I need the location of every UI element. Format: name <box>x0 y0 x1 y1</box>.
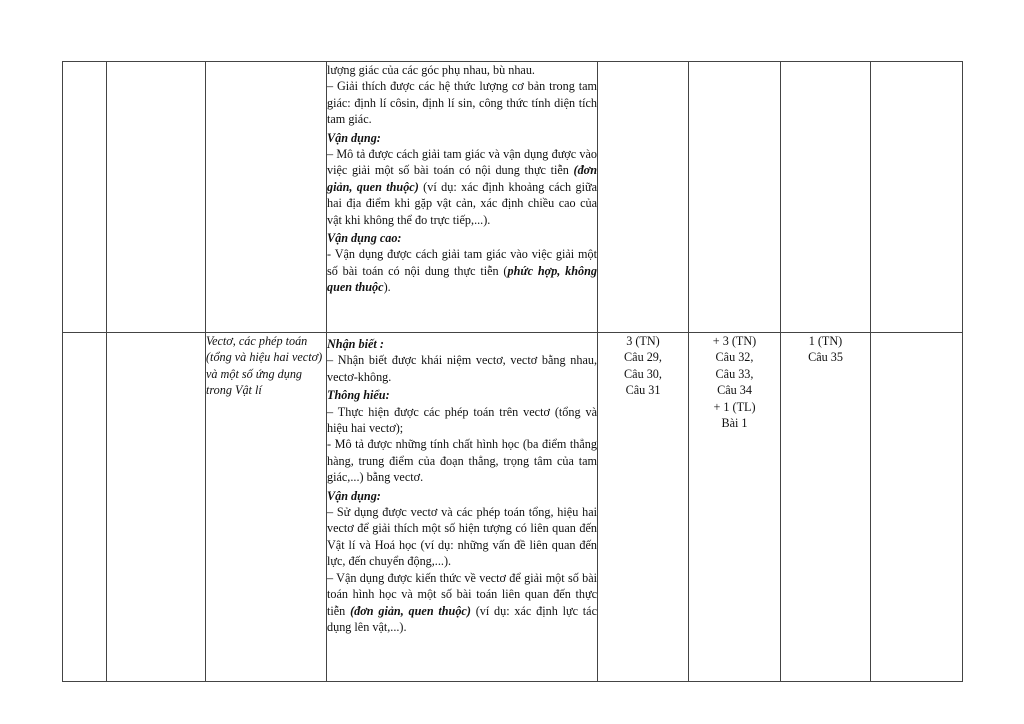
count-cell-nhan-biet <box>598 333 689 682</box>
text-span: – Mô tả được cách giải tam giác và vận dụng được vào việc giải một số bài toán có nội dung thực tiễn <box>327 147 597 178</box>
empty-cell <box>871 333 963 682</box>
count-line: Câu 34 <box>717 383 752 398</box>
topic-cell: Vectơ, các phép toán (tổng và hiệu hai vectơ) và một số ứng dụng trong Vật lí <box>206 333 327 682</box>
text-line: - Mô tả được những tính chất hình học (ba điểm thẳng hàng, trung điểm của đoạn thẳng, trọng tâm của tam giác,...) bằng vectơ. <box>327 437 597 485</box>
level-heading-thong-hieu: Thông hiểu: <box>327 388 390 403</box>
text-span: - Vận dụng được cách giải tam giác vào việc giải một số bài toán có nội dung thực tiễn ( <box>327 247 597 278</box>
count-line: Câu 35 <box>808 350 843 365</box>
text-line: – Thực hiện được các phép toán trên vectơ (tổng và hiệu hai vectơ); <box>327 404 597 436</box>
specification-table <box>62 61 963 682</box>
text-line: – Giải thích được các hệ thức lượng cơ bản trong tam giác: định lí côsin, định lí sin, công thức tính diện tích tam giác. <box>327 79 597 127</box>
text-span: (ví dụ: xác định khoảng cách giữa hai địa điểm khi gặp vật cản, xác định chiều cao của vật khi không thể đo trực tiếp,...). <box>327 179 597 227</box>
count-line: + 1 (TL) <box>713 399 756 414</box>
text-line: – Nhận biết được khái niệm vectơ, vectơ bằng nhau, vectơ-không. <box>327 353 597 384</box>
empty-cell <box>107 333 206 682</box>
topic-cell <box>206 62 327 333</box>
count-line: Câu 30, <box>624 366 662 381</box>
count-cell-thong-hieu <box>689 333 781 682</box>
count-line: + 3 (TN) <box>712 334 757 348</box>
emphasis-text: phức hợp, không quen thuộc <box>327 263 597 295</box>
level-heading-van-dung-cao: Vận dụng cao: <box>327 231 402 246</box>
count-cell <box>781 62 871 333</box>
count-cell-van-dung <box>781 333 871 682</box>
text-span: ). <box>383 280 391 295</box>
count-line: Câu 29, <box>624 350 662 365</box>
van-dung-cao-paragraph <box>327 246 597 295</box>
level-heading-van-dung: Vận dụng: <box>327 488 381 503</box>
count-line: Câu 33, <box>715 366 754 381</box>
van-dung-paragraph <box>327 146 597 228</box>
count-line: Bài 1 <box>721 416 748 431</box>
table-row <box>63 333 963 682</box>
count-line: 3 (TN) <box>626 334 660 348</box>
level-heading-van-dung: Vận dụng: <box>327 130 381 145</box>
count-cell <box>689 62 781 333</box>
van-dung-paragraph <box>327 570 597 636</box>
count-line: Câu 31 <box>625 383 661 398</box>
empty-cell <box>63 333 107 682</box>
requirement-cell <box>327 333 598 682</box>
empty-cell <box>871 62 963 333</box>
count-cell <box>598 62 689 333</box>
text-span: (ví dụ: xác định lực tác dụng lên vật,...). <box>327 603 597 634</box>
text-span: – Vận dụng được kiến thức về vectơ để giải một số bài toán hình học và một số bài toán liên quan đến thực tiễn <box>327 570 597 618</box>
level-heading-nhan-biet: Nhận biết : <box>327 337 384 351</box>
emphasis-text: (đơn giản, quen thuộc) <box>350 603 471 618</box>
empty-cell <box>107 62 206 333</box>
text-line: – Sử dụng được vectơ và các phép toán tổng, hiệu hai vectơ để giải thích một số hiện tượng có liên quan đến Vật lí và Hoá học (ví dụ: những vấn đề liên quan đến lực, đến chuyển động,...). <box>327 505 597 569</box>
count-line: Câu 32, <box>715 350 754 365</box>
empty-cell <box>63 62 107 333</box>
requirement-cell <box>327 62 598 333</box>
emphasis-text: (đơn giản, quen thuộc) <box>327 163 597 194</box>
count-line: 1 (TN) <box>808 334 843 348</box>
text-line: lượng giác của các góc phụ nhau, bù nhau. <box>327 63 535 77</box>
table-row <box>63 62 963 333</box>
